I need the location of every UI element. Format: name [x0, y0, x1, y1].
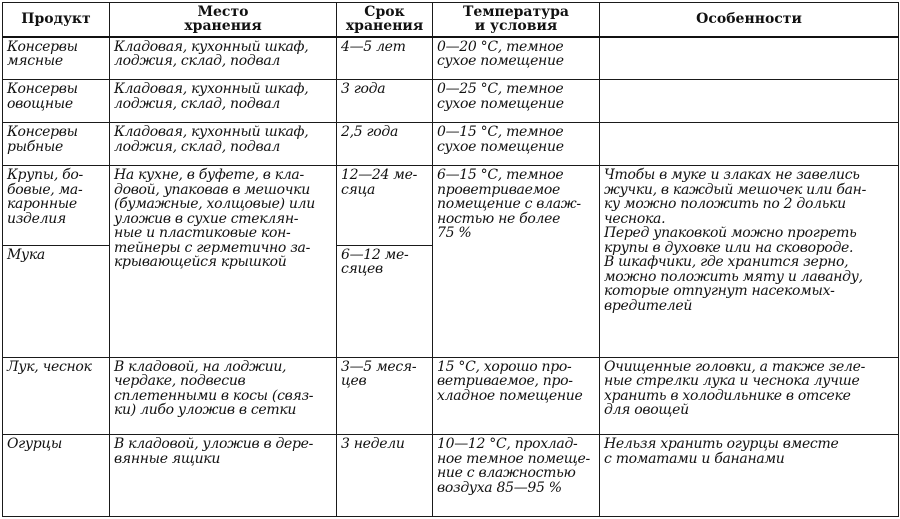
header-product: Продукт: [3, 3, 110, 37]
cell-term: 6—12 ме- сяцев: [337, 245, 433, 357]
cell-product: Лук, чеснок: [3, 357, 110, 434]
cell-term: 2,5 года: [337, 123, 433, 166]
cell-temp: 0—15 °С, темное сухое помещение: [433, 123, 600, 166]
cell-product: Крупы, бо- бовые, ма- каронные изделия: [3, 166, 110, 246]
table-row-veg: [3, 80, 899, 123]
cell-term: 3—5 меся- цев: [337, 357, 433, 434]
cell-place: Кладовая, кухонный шкаф, лоджия, склад, подвал: [110, 37, 337, 80]
table-row-groats: [3, 166, 899, 246]
cell-term: 3 года: [337, 80, 433, 123]
cell-term: 4—5 лет: [337, 37, 433, 80]
cell-product: Консервы рыбные: [3, 123, 110, 166]
cell-features: [600, 37, 899, 80]
cell-temp: 0—20 °С, темное сухое помещение: [433, 37, 600, 80]
cell-temp: 10—12 °С, прохлад- ное темное помеще- ние с влажностью воздуха 85—95 %: [433, 435, 600, 517]
cell-product: Огурцы: [3, 435, 110, 517]
cell-product: Консервы овощные: [3, 80, 110, 123]
table-row-onion: [3, 357, 899, 434]
cell-product: Консервы мясные: [3, 37, 110, 80]
cell-temp: 0—25 °С, темное сухое помещение: [433, 80, 600, 123]
cell-features: Очищенные головки, а также зеле- ные стрелки лука и чеснока лучше хранить в холодильнике в отсеке для овощей: [600, 357, 899, 434]
cell-features: [600, 123, 899, 166]
cell-term: 12—24 ме- сяца: [337, 166, 433, 246]
table-row-meat: [3, 37, 899, 80]
cell-term: 3 недели: [337, 435, 433, 517]
table-row-fish: [3, 123, 899, 166]
cell-features: [600, 80, 899, 123]
cell-features: Нельзя хранить огурцы вместе с томатами и бананами: [600, 435, 899, 517]
cell-place: Кладовая, кухонный шкаф, лоджия, склад, подвал: [110, 80, 337, 123]
table-header-row: [3, 3, 899, 37]
header-features: Особенности: [600, 3, 899, 37]
cell-features-shared: Чтобы в муке и злаках не завелись жучки, в каждый мешочек или бан- ку можно положить по 2 дольки чеснока. Перед упаковкой можно прогреть крупы в духовке или на сковороде. В шкафчики, где хранится зерно, можно положить мяту и лаванду, которые отпугнут насекомых- вредителей: [600, 166, 899, 358]
cell-product: Мука: [3, 245, 110, 357]
cell-place: В кладовой, на лоджии, чердаке, подвесив сплетенными в косы (связ- ки) либо уложив в сетки: [110, 357, 337, 434]
cell-place: Кладовая, кухонный шкаф, лоджия, склад, подвал: [110, 123, 337, 166]
cell-temp: 15 °С, хорошо про- ветриваемое, про- хладное помещение: [433, 357, 600, 434]
table-row-cucumber: [3, 435, 899, 517]
header-place: Место хранения: [110, 3, 337, 37]
cell-place: В кладовой, уложив в дере- вянные ящики: [110, 435, 337, 517]
header-term: Срок хранения: [337, 3, 433, 37]
cell-temp-shared: 6—15 °С, темное проветриваемое помещение с влаж- ностью не более 75 %: [433, 166, 600, 358]
storage-table: [2, 2, 899, 517]
header-temp: Температура и условия: [433, 3, 600, 37]
cell-place-shared: На кухне, в буфете, в кла- довой, упаковав в мешочки (бумажные, холщовые) или уложив в сухие стеклян- ные и пластиковые кон- тейнеры с герметично за- крывающейся крышкой: [110, 166, 337, 358]
